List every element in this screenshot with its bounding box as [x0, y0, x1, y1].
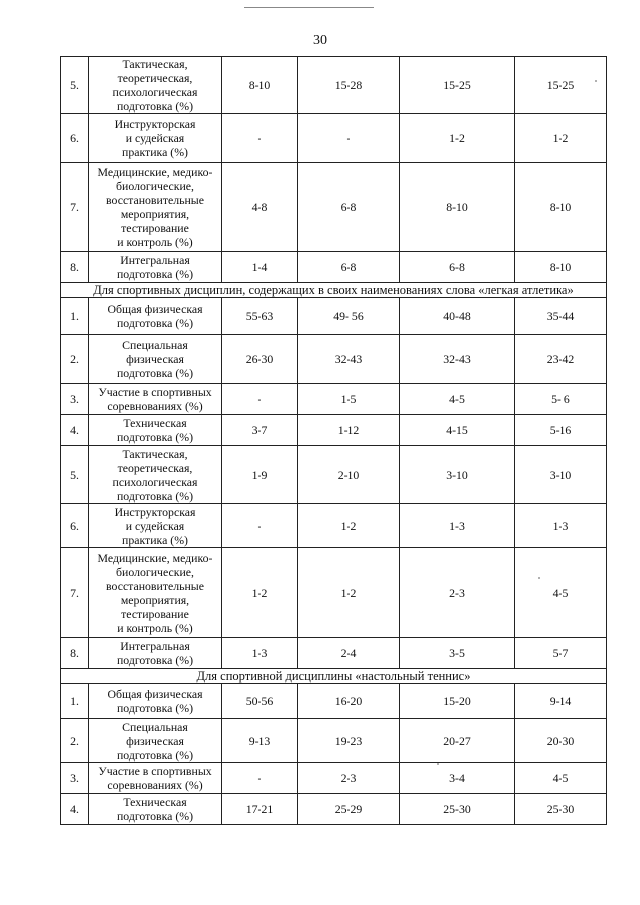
activity-name-line: мероприятия, [120, 207, 190, 221]
stage-value-2: 6-8 [298, 252, 400, 283]
activity-name-line: подготовка (%) [116, 316, 194, 330]
row-number: 1. [61, 684, 89, 719]
activity-name [89, 638, 222, 669]
activity-name-line: подготовка (%) [116, 99, 194, 113]
activity-name [89, 763, 222, 794]
stage-value-2: 2-10 [298, 446, 400, 504]
stage-value-1: 4-8 [222, 163, 298, 252]
table-row [61, 504, 607, 548]
table-row [61, 298, 607, 335]
row-number: 3. [61, 384, 89, 415]
section-heading: Для спортивных дисциплин, содержащих в своих наименованиях слова «легкая атлетика» [61, 283, 607, 298]
section-heading: Для спортивной дисциплины «настольный теннис» [61, 669, 607, 684]
activity-name [89, 504, 222, 548]
stage-value-4: 35-44 [515, 298, 607, 335]
activity-name-line: Участие в спортивных [98, 764, 212, 778]
activity-name-line: теоретическая, [117, 460, 193, 475]
row-number: 6. [61, 114, 89, 163]
activity-name-line: Техническая [123, 416, 187, 430]
activity-name-line: Медицинские, медико- [97, 165, 213, 179]
training-norms-table [60, 56, 607, 825]
stage-value-1: 55-63 [222, 298, 298, 335]
stage-value-4: 20-30 [515, 719, 607, 763]
activity-name-line: биологические, [116, 179, 194, 193]
row-number: 8. [61, 638, 89, 669]
stage-value-2: 1-12 [298, 415, 400, 446]
stage-value-3: 6-8 [400, 252, 515, 283]
stage-value-4: 4-5 [515, 548, 607, 638]
stage-value-4: 15-25 [515, 57, 607, 114]
activity-name [89, 252, 222, 283]
stage-value-4: 8-10 [515, 252, 607, 283]
row-number: 6. [61, 504, 89, 548]
table-row [61, 548, 607, 638]
activity-name-line: Инструкторская [114, 117, 196, 131]
stage-value-1: 1-9 [222, 446, 298, 504]
section-heading-row [61, 283, 607, 298]
activity-name-line: физическая [126, 733, 184, 748]
stage-value-4: 5-7 [515, 638, 607, 669]
stage-value-1: - [222, 504, 298, 548]
table-body [61, 57, 607, 825]
activity-name [89, 335, 222, 384]
activity-name [89, 794, 222, 825]
stage-value-1: 50-56 [222, 684, 298, 719]
stage-value-1: 17-21 [222, 794, 298, 825]
activity-name-line: Общая физическая [107, 302, 203, 316]
activity-name-line: и контроль (%) [117, 620, 193, 635]
row-number: 7. [61, 163, 89, 252]
stage-value-4: 23-42 [515, 335, 607, 384]
scan-speck [538, 577, 540, 579]
scan-speck [595, 80, 597, 82]
stage-value-2: 15-28 [298, 57, 400, 114]
activity-name-line: подготовка (%) [116, 430, 194, 444]
activity-name-line: биологические, [116, 564, 194, 579]
table-row [61, 335, 607, 384]
activity-name-line: практика (%) [122, 532, 188, 547]
row-number: 2. [61, 335, 89, 384]
row-number: 8. [61, 252, 89, 283]
stage-value-4: 8-10 [515, 163, 607, 252]
stage-value-1: 1-4 [222, 252, 298, 283]
stage-value-3: 2-3 [400, 548, 515, 638]
stage-value-3: 25-30 [400, 794, 515, 825]
activity-name [89, 57, 222, 114]
stage-value-4: 9-14 [515, 684, 607, 719]
row-number: 5. [61, 446, 89, 504]
stage-value-3: 3-5 [400, 638, 515, 669]
table-row [61, 384, 607, 415]
stage-value-3: 4-15 [400, 415, 515, 446]
row-number: 1. [61, 298, 89, 335]
stage-value-1: 9-13 [222, 719, 298, 763]
stage-value-3: 15-25 [400, 57, 515, 114]
stage-value-1: 1-3 [222, 638, 298, 669]
stage-value-3: 32-43 [400, 335, 515, 384]
stage-value-1: - [222, 114, 298, 163]
stage-value-4: 3-10 [515, 446, 607, 504]
activity-name-line: физическая [126, 352, 184, 366]
stage-value-2: 32-43 [298, 335, 400, 384]
page-number: 30 [313, 33, 327, 48]
activity-name-line: подготовка (%) [116, 701, 194, 715]
row-number: 4. [61, 415, 89, 446]
activity-name-line: подготовка (%) [116, 488, 194, 503]
table-row [61, 114, 607, 163]
stage-value-2: 19-23 [298, 719, 400, 763]
stage-value-3: 1-2 [400, 114, 515, 163]
stage-value-3: 8-10 [400, 163, 515, 252]
stage-value-4: 25-30 [515, 794, 607, 825]
row-number: 4. [61, 794, 89, 825]
stage-value-3: 20-27 [400, 719, 515, 763]
activity-name [89, 684, 222, 719]
row-number: 7. [61, 548, 89, 638]
activity-name-line: восстановительные [106, 578, 204, 593]
stage-value-1: - [222, 384, 298, 415]
activity-name-line: тестирование [121, 221, 189, 235]
activity-name-line: и судейская [125, 518, 185, 533]
stage-value-2: 6-8 [298, 163, 400, 252]
activity-name [89, 163, 222, 252]
table-row [61, 763, 607, 794]
stage-value-3: 3-10 [400, 446, 515, 504]
stage-value-1: 26-30 [222, 335, 298, 384]
activity-name-line: теоретическая, [117, 71, 193, 85]
stage-value-4: 4-5 [515, 763, 607, 794]
activity-name-line: Техническая [123, 795, 187, 809]
activity-name-line: практика (%) [122, 145, 188, 159]
section-heading-row [61, 669, 607, 684]
stage-value-3: 3-4 [400, 763, 515, 794]
stage-value-1: 8-10 [222, 57, 298, 114]
activity-name-line: подготовка (%) [116, 809, 194, 823]
activity-name-line: тестирование [121, 606, 189, 621]
table-row [61, 684, 607, 719]
activity-name-line: психологическая [112, 85, 198, 99]
stage-value-2: 1-2 [298, 548, 400, 638]
activity-name-line: подготовка (%) [116, 653, 194, 667]
activity-name [89, 415, 222, 446]
activity-name-line: Общая физическая [107, 687, 203, 701]
activity-name-line: Участие в спортивных [98, 385, 212, 399]
stage-value-2: 1-2 [298, 504, 400, 548]
stage-value-3: 1-3 [400, 504, 515, 548]
activity-name-line: Медицинские, медико- [97, 550, 213, 565]
table-row [61, 415, 607, 446]
table-row [61, 163, 607, 252]
activity-name-line: Специальная [122, 719, 188, 734]
activity-name-line: соревнованиях (%) [107, 399, 203, 413]
activity-name-line: Специальная [122, 338, 188, 352]
activity-name [89, 298, 222, 335]
table-row [61, 638, 607, 669]
stage-value-3: 4-5 [400, 384, 515, 415]
activity-name-line: соревнованиях (%) [107, 778, 203, 792]
scan-speck [437, 763, 439, 765]
stage-value-4: 5-16 [515, 415, 607, 446]
activity-name [89, 719, 222, 763]
stage-value-3: 15-20 [400, 684, 515, 719]
activity-name [89, 384, 222, 415]
stage-value-2: 16-20 [298, 684, 400, 719]
activity-name-line: Инструкторская [114, 504, 196, 519]
table-row [61, 252, 607, 283]
activity-name-line: подготовка (%) [116, 366, 194, 380]
stage-value-1: - [222, 763, 298, 794]
stage-value-2: 2-4 [298, 638, 400, 669]
stage-value-4: 5- 6 [515, 384, 607, 415]
activity-name-line: восстановительные [106, 193, 204, 207]
activity-name-line: подготовка (%) [116, 747, 194, 762]
activity-name [89, 114, 222, 163]
activity-name-line: Тактическая, [122, 57, 188, 71]
stage-value-4: 1-2 [515, 114, 607, 163]
activity-name-line: психологическая [112, 474, 198, 489]
table-row [61, 57, 607, 114]
stage-value-1: 3-7 [222, 415, 298, 446]
stage-value-2: 1-5 [298, 384, 400, 415]
table-row [61, 794, 607, 825]
row-number: 3. [61, 763, 89, 794]
activity-name-line: и контроль (%) [117, 235, 193, 249]
table-row [61, 446, 607, 504]
activity-name-line: подготовка (%) [116, 267, 194, 281]
activity-name [89, 446, 222, 504]
activity-name-line: Интегральная [120, 253, 190, 267]
top-rule [244, 7, 374, 8]
activity-name-line: Интегральная [120, 639, 190, 653]
stage-value-1: 1-2 [222, 548, 298, 638]
activity-name [89, 548, 222, 638]
stage-value-2: - [298, 114, 400, 163]
stage-value-3: 40-48 [400, 298, 515, 335]
stage-value-2: 49- 56 [298, 298, 400, 335]
stage-value-2: 25-29 [298, 794, 400, 825]
activity-name-line: мероприятия, [120, 592, 190, 607]
stage-value-4: 1-3 [515, 504, 607, 548]
table-row [61, 719, 607, 763]
activity-name-line: Тактическая, [122, 446, 188, 461]
row-number: 5. [61, 57, 89, 114]
activity-name-line: и судейская [125, 131, 185, 145]
row-number: 2. [61, 719, 89, 763]
stage-value-2: 2-3 [298, 763, 400, 794]
